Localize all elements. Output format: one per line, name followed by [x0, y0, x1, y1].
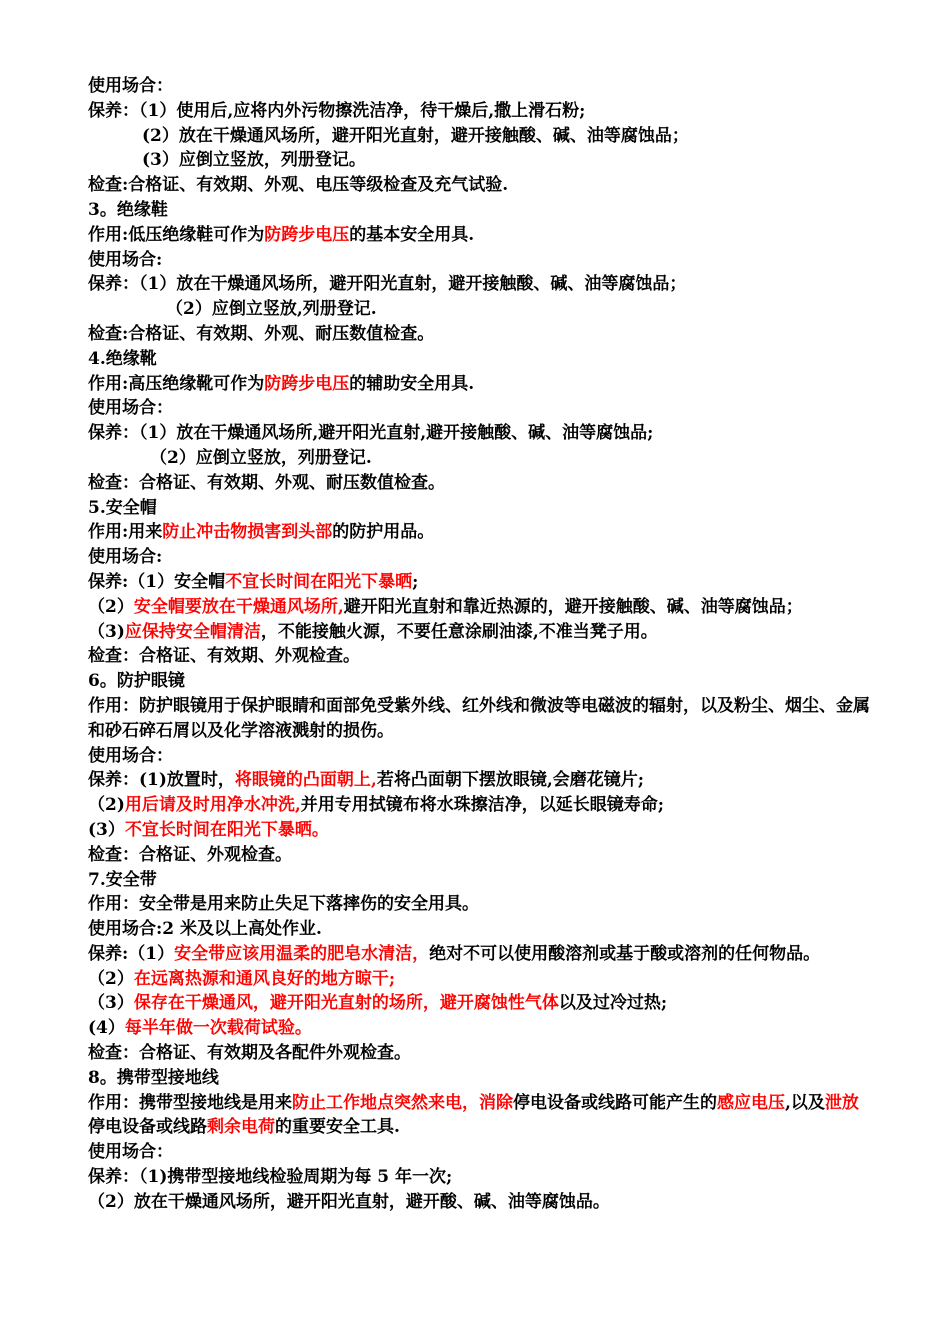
- text-line: [88, 1165, 870, 1190]
- text-line: [88, 471, 870, 496]
- text-segment: 以及过冷过热;: [558, 993, 668, 1014]
- text-line: [88, 322, 870, 347]
- highlight-text: 应保持安全帽清洁: [124, 621, 261, 642]
- text-segment: 的辅助安全用具.: [349, 373, 475, 394]
- highlight-text: 不宜长时间在阳光下暴晒。: [124, 819, 329, 840]
- text-segment: 5.安全帽: [88, 497, 157, 518]
- text-segment: 作用:高压绝缘靴可作为: [88, 373, 265, 394]
- text-line: [88, 74, 870, 99]
- text-line: [88, 917, 870, 942]
- text-segment: （2）应倒立竖放,列册登记.: [166, 299, 377, 320]
- text-line: [88, 148, 870, 173]
- text-line: [88, 942, 870, 967]
- text-line: [88, 595, 870, 620]
- text-line: [88, 793, 870, 818]
- text-segment: (2）放在干燥通风场所，避开阳光直射，避开接触酸、碱、油等腐蚀品；: [142, 125, 689, 146]
- text-line: [88, 396, 870, 421]
- text-line: [88, 272, 870, 297]
- text-line: [88, 669, 870, 694]
- text-segment: 检查：合格证、有效期、外观、耐压数值检查。: [88, 472, 445, 493]
- text-segment: 的基本安全用具.: [349, 224, 475, 245]
- text-segment: 保养：（1）使用后,应将内外污物擦洗洁净，待干燥后,撒上滑石粉;: [88, 100, 586, 121]
- text-segment: ，不能接触火源，不要任意涂刷油漆,不准当凳子用。: [260, 621, 658, 642]
- text-segment: ,以及: [785, 1092, 825, 1113]
- text-line: [88, 297, 870, 322]
- text-line: [88, 496, 870, 521]
- text-segment: (3）: [88, 819, 125, 840]
- highlight-text: 感应电压: [717, 1092, 785, 1113]
- text-line: [88, 1190, 870, 1215]
- text-segment: 作用:用来: [88, 522, 163, 543]
- text-segment: 8。携带型接地线: [88, 1067, 219, 1088]
- highlight-text: 防止工作地点突然来电，消除: [292, 1092, 513, 1113]
- text-line: [88, 446, 870, 471]
- highlight-text: 防跨步电压: [264, 373, 350, 394]
- text-segment: （2）: [88, 596, 134, 617]
- highlight-text: 防跨步电压: [264, 224, 350, 245]
- text-line: [88, 520, 870, 545]
- text-segment: 7.安全带: [88, 869, 157, 890]
- text-segment: 保养:（1）: [88, 943, 175, 964]
- highlight-text: 将眼镜的凸面朝上,: [234, 770, 377, 791]
- text-line: [88, 1016, 870, 1041]
- text-line: [88, 124, 870, 149]
- text-segment: 保养：（1）放在干燥通风场所,避开阳光直射,避开接触酸、碱、油等腐蚀品;: [88, 423, 654, 444]
- text-line: [88, 868, 870, 893]
- text-segment: 停电设备或线路: [88, 1117, 207, 1138]
- text-segment: 6。防护眼镜: [88, 671, 185, 692]
- text-segment: 使用场合：: [88, 745, 173, 766]
- text-line: [88, 818, 870, 843]
- text-line: [88, 223, 870, 248]
- text-segment: 停电设备或线路可能产生的: [513, 1092, 717, 1113]
- text-line: [88, 347, 870, 372]
- text-line: [88, 644, 870, 669]
- highlight-text: 保存在干燥通风，避开阳光直射的场所，避开腐蚀性气体: [133, 993, 559, 1014]
- text-segment: 检查：合格证、有效期及各配件外观检查。: [88, 1043, 411, 1064]
- highlight-text: 用后请及时用净水冲洗,: [124, 795, 301, 816]
- text-segment: （3): [88, 621, 125, 642]
- text-segment: 并用专用拭镜布将水珠擦洁净，以延长眼镜寿命;: [300, 795, 665, 816]
- text-segment: 的防护用品。: [332, 522, 435, 543]
- text-line: [88, 967, 870, 992]
- text-line: [88, 372, 870, 397]
- text-segment: （2）放在干燥通风场所，避开阳光直射，避开酸、碱、油等腐蚀品。: [88, 1191, 610, 1212]
- text-segment: 使用场合:2 米及以上高处作业.: [88, 919, 322, 940]
- text-segment: 使用场合:: [88, 249, 163, 270]
- text-line: [88, 768, 870, 793]
- text-line: [88, 1066, 870, 1091]
- text-line: [88, 173, 870, 198]
- highlight-text: 每半年做一次载荷试验。: [124, 1018, 312, 1039]
- text-segment: 保养：(1)放置时，: [88, 770, 235, 791]
- text-line: [88, 1091, 870, 1141]
- text-segment: ;: [412, 571, 419, 592]
- text-segment: 保养:（1）安全帽: [88, 571, 226, 592]
- text-segment: 作用：防护眼镜用于保护眼睛和面部免受紫外线、红外线和微波等电磁波的辐射，以及粉尘、烟尘、金属和砂石碎石屑以及化学溶液溅射的损伤。: [88, 695, 870, 741]
- text-segment: 检查：合格证、外观检查。: [88, 844, 292, 865]
- text-line: [88, 99, 870, 124]
- text-segment: 避开阳光直射和靠近热源的，避开接触酸、碱、油等腐蚀品；: [343, 596, 803, 617]
- text-line: [88, 892, 870, 917]
- text-segment: 的重要安全工具.: [275, 1117, 400, 1138]
- text-segment: 作用：携带型接地线是用来: [88, 1092, 292, 1113]
- text-segment: 绝对不可以使用酸溶剂或基于酸或溶剂的任何物品。: [429, 943, 821, 964]
- text-line: [88, 570, 870, 595]
- text-segment: 使用场合:: [88, 547, 163, 568]
- text-segment: （3）: [88, 993, 134, 1014]
- text-line: [88, 1041, 870, 1066]
- text-line: [88, 248, 870, 273]
- text-segment: 4.绝缘靴: [88, 348, 157, 369]
- text-line: [88, 843, 870, 868]
- text-segment: 作用：安全带是用来防止失足下落摔伤的安全用具。: [88, 894, 479, 915]
- text-line: [88, 421, 870, 446]
- text-line: [88, 1140, 870, 1165]
- text-line: [88, 694, 870, 744]
- text-segment: （2）: [88, 968, 134, 989]
- text-line: [88, 620, 870, 645]
- highlight-text: 安全帽要放在干燥通风场所,: [133, 596, 344, 617]
- text-segment: (4）: [88, 1018, 125, 1039]
- text-segment: 检查:合格证、有效期、外观、电压等级检查及充气试验.: [88, 175, 509, 196]
- text-segment: 检查:合格证、有效期、外观、耐压数值检查。: [88, 323, 435, 344]
- text-segment: （2): [88, 795, 125, 816]
- text-segment: (3）应倒立竖放，列册登记。: [142, 150, 366, 171]
- text-segment: 若将凸面朝下摆放眼镜,会磨花镜片;: [376, 770, 645, 791]
- text-segment: 保养：（1)携带型接地线检验周期为每 5 年一次;: [88, 1167, 453, 1188]
- text-segment: 作用:低压绝缘鞋可作为: [88, 224, 265, 245]
- highlight-text: 剩余电荷: [207, 1117, 275, 1138]
- text-line: [88, 991, 870, 1016]
- highlight-text: 泄放: [824, 1092, 859, 1113]
- highlight-text: 不宜长时间在阳光下暴晒: [225, 571, 413, 592]
- highlight-text: 安全带应该用温柔的肥皂水清洁，: [174, 943, 430, 964]
- document-body: [88, 74, 870, 1215]
- highlight-text: 在远离热源和通风良好的地方晾干;: [133, 968, 396, 989]
- text-segment: 检查：合格证、有效期、外观检查。: [88, 646, 360, 667]
- text-segment: 使用场合：: [88, 1142, 173, 1163]
- text-segment: 使用场合：: [88, 398, 173, 419]
- text-line: [88, 744, 870, 769]
- text-segment: （2）应倒立竖放，列册登记.: [150, 447, 372, 468]
- text-segment: 使用场合：: [88, 76, 173, 96]
- highlight-text: 防止冲击物损害到头部: [162, 522, 333, 543]
- text-segment: 3。绝缘鞋: [88, 199, 168, 220]
- text-line: [88, 198, 870, 223]
- text-segment: 保养：（1）放在干燥通风场所，避开阳光直射，避开接触酸、碱、油等腐蚀品；: [88, 274, 687, 295]
- text-line: [88, 545, 870, 570]
